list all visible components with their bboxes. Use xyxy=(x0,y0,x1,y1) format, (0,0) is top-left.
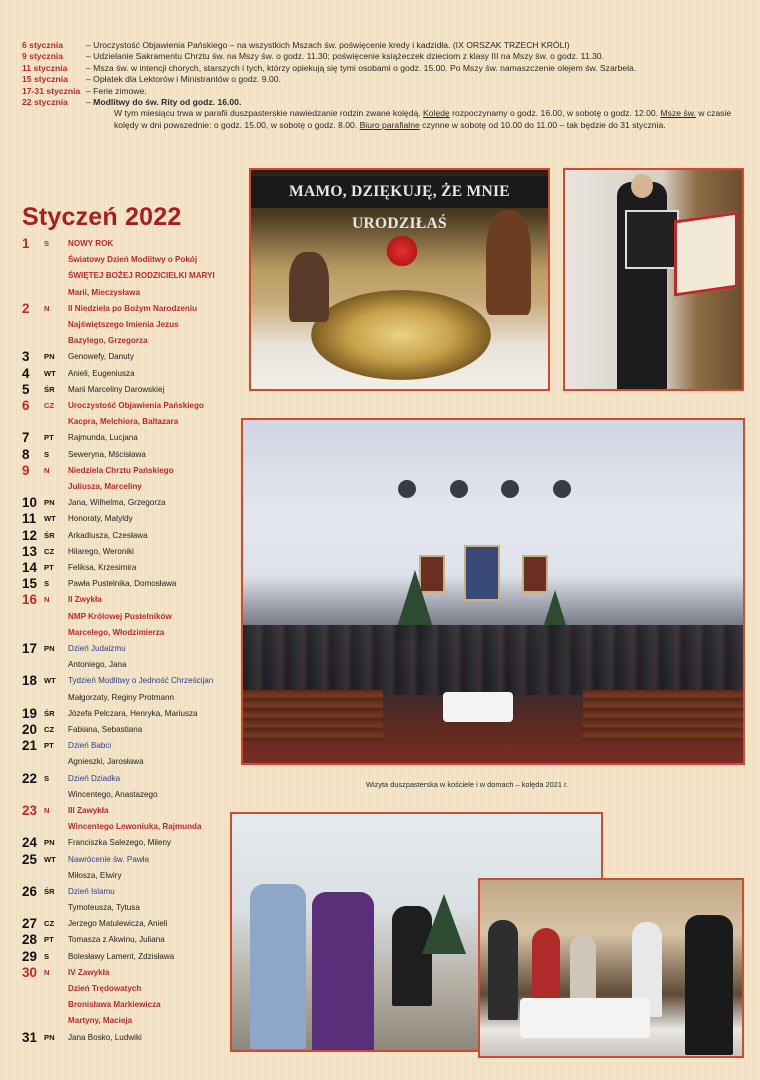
nativity-scene-photo xyxy=(249,168,550,391)
day-number: 21 xyxy=(22,738,37,754)
weekday: CZ xyxy=(44,724,55,734)
announcement-item xyxy=(22,51,747,62)
announcement-text xyxy=(86,51,747,62)
day-number: 11 xyxy=(22,511,37,527)
text-fragment: Modlitwy do św. Rity od godz. 16.00. xyxy=(93,97,242,108)
calendar-day xyxy=(22,673,234,705)
weekday: CZ xyxy=(44,546,55,556)
weekday: N xyxy=(44,465,50,475)
calendar-day xyxy=(22,398,234,430)
calendar-day xyxy=(22,738,234,770)
month-title: Styczeń 2022 xyxy=(22,203,182,231)
weekday: S xyxy=(44,579,50,589)
day-number: 10 xyxy=(22,495,37,511)
weekday: S xyxy=(44,773,50,783)
day-note: Światowy Dzień Modlitwy o Pokój xyxy=(68,255,198,265)
weekday: WT xyxy=(44,514,56,524)
text-fragment: – Ferie zimowe. xyxy=(86,85,147,96)
calendar-day xyxy=(22,495,234,511)
day-number: 22 xyxy=(22,770,37,786)
day-number: 31 xyxy=(22,1029,37,1045)
announcement-text xyxy=(86,86,747,97)
nativity-star xyxy=(311,290,491,380)
weekday: PN xyxy=(44,1032,55,1042)
text-fragment: Msze św. xyxy=(660,108,696,119)
calendar-day xyxy=(22,349,234,365)
accordion-player-photo xyxy=(563,168,744,391)
calendar-day xyxy=(22,560,234,576)
accordion xyxy=(625,210,679,269)
day-number: 1 xyxy=(22,236,30,251)
day-note: Uroczystość Objawienia Pańskiego xyxy=(68,400,204,410)
text-fragment: Kolędę xyxy=(423,108,450,119)
announcement-date: 6 stycznia xyxy=(22,40,64,50)
announcement-text xyxy=(86,74,747,85)
day-note: NOWY ROK xyxy=(68,239,114,248)
day-number: 24 xyxy=(22,835,37,851)
weekday: ŚR xyxy=(44,384,55,394)
day-note: Dzień Islamu xyxy=(68,886,115,896)
home-visit-photo-2 xyxy=(478,878,744,1058)
day-note: Dzień Babci xyxy=(68,741,112,751)
announcement-item xyxy=(22,40,747,51)
day-number: 5 xyxy=(22,381,30,397)
day-note: Antoniego, Jana xyxy=(68,660,127,670)
calendar-day xyxy=(22,771,234,803)
calendar-day xyxy=(22,382,234,398)
family-member xyxy=(532,928,560,998)
day-note: Honoraty, Matyldy xyxy=(68,514,133,524)
text-fragment: W tym miesiącu trwa w parafii duszpasterskie nawiedzanie rodzin zwane kolędą. xyxy=(114,108,424,119)
nativity-banner: MAMO, DZIĘKUJĘ, ŻE MNIE URODZIŁAŚ xyxy=(251,176,548,208)
day-number: 12 xyxy=(22,527,37,543)
woman-in-purple xyxy=(312,892,374,1052)
joseph-figure xyxy=(486,210,531,315)
calendar-day xyxy=(22,1030,234,1046)
weekday: PN xyxy=(44,643,55,653)
day-note: Agnieszki, Jarosława xyxy=(68,757,144,767)
day-note: Józefa Pelczara, Henryka, Mariusza xyxy=(68,708,198,718)
altar-table xyxy=(443,692,513,722)
priest xyxy=(685,915,733,1055)
day-note: Franciszka Salezego, Mileny xyxy=(68,838,172,848)
pews-left xyxy=(243,690,383,742)
weekday: PT xyxy=(44,562,54,572)
day-note: Bronisława Markiewicza xyxy=(68,1000,161,1010)
christmas-tree xyxy=(422,894,466,954)
day-number: 8 xyxy=(22,446,30,462)
day-number: 4 xyxy=(22,365,30,381)
day-number: 18 xyxy=(22,673,37,689)
day-number: 28 xyxy=(22,932,37,948)
day-number: 23 xyxy=(22,802,37,818)
day-note: Bolesławy Lament, Zdzisława xyxy=(68,951,175,961)
day-note: Wincentego, Anastazego xyxy=(68,789,158,799)
day-note: Rajmunda, Lucjana xyxy=(68,433,138,443)
round-window xyxy=(553,480,571,498)
text-fragment: – Opłatek dla Lektorów i Ministrantów o godz. 9.00. xyxy=(86,74,281,85)
day-note: Małgorzaty, Reginy Protmann xyxy=(68,692,175,702)
announcement-date: 9 stycznia xyxy=(22,51,64,62)
round-window xyxy=(501,480,519,498)
announcement-item xyxy=(22,74,747,85)
day-note: Marcelego, Włodzimierza xyxy=(68,627,165,637)
day-number: 13 xyxy=(22,543,37,559)
weekday: S xyxy=(44,239,50,248)
text-fragment: w czasie kolędy w dni powszednie: o godz. 15.00, w sobotę o godz. 8.00. xyxy=(114,108,732,130)
weekday: WT xyxy=(44,368,56,378)
photo-caption: Wizyta duszpasterska w kościele i w domach – kolęda 2021 r. xyxy=(366,780,569,789)
announcement-item xyxy=(22,97,747,108)
weekday: PN xyxy=(44,498,55,508)
mary-figure xyxy=(289,252,329,322)
day-number: 26 xyxy=(22,883,37,899)
day-note: Hilarego, Weroniki xyxy=(68,546,134,556)
day-number: 17 xyxy=(22,640,37,656)
weekday: N xyxy=(44,303,50,313)
day-note: Wincentego Lewoniuka, Rajmunda xyxy=(68,822,202,832)
day-note: Jerzego Matulewicza, Anieli xyxy=(68,919,168,929)
day-note: Bazylego, Grzegorza xyxy=(68,336,148,346)
calendar-day xyxy=(22,463,234,495)
weekday: S xyxy=(44,449,50,459)
congregation xyxy=(243,625,743,695)
weekday: ŚR xyxy=(44,708,55,718)
day-note: III Zawykła xyxy=(68,805,109,815)
day-number: 20 xyxy=(22,721,37,737)
weekday: N xyxy=(44,967,50,977)
announcement-text xyxy=(86,97,747,108)
man-in-shirt xyxy=(250,884,306,1049)
calendar-day xyxy=(22,852,234,884)
calendar-day xyxy=(22,447,234,463)
weekday: PT xyxy=(44,935,54,945)
weekday: WT xyxy=(44,854,56,864)
day-number: 30 xyxy=(22,964,37,980)
text-fragment: rozpoczynamy o godz. 16.00, w sobotę o godz. 12.00. xyxy=(449,108,661,119)
calendar-day xyxy=(22,236,234,301)
calendar-day xyxy=(22,835,234,851)
weekday: N xyxy=(44,805,50,815)
calendar-day xyxy=(22,430,234,446)
day-number: 7 xyxy=(22,430,30,446)
announcement-date: 11 stycznia xyxy=(22,62,68,73)
calendar-day xyxy=(22,528,234,544)
calendar-day xyxy=(22,932,234,948)
day-number: 14 xyxy=(22,559,37,575)
day-note: Marii Marceliny Darowskiej xyxy=(68,384,165,394)
day-number: 19 xyxy=(22,705,37,721)
day-note: Pawła Pustelnika, Domosława xyxy=(68,579,177,589)
poinsettia xyxy=(382,236,422,266)
calendar-list xyxy=(22,236,234,1046)
announcement-item xyxy=(22,63,747,74)
text-fragment: – Uroczystość Objawienia Pańskiego – na wszystkich Mszach św. poświęcenie kredy i kadzidła. (IX ORSZAK TRZECH KRÓLI) xyxy=(86,40,570,50)
calendar-day xyxy=(22,366,234,382)
calendar-day xyxy=(22,884,234,916)
calendar-day xyxy=(22,706,234,722)
musician-head xyxy=(631,174,653,198)
day-number: 15 xyxy=(22,576,37,592)
day-note: II Niedziela po Bożym Narodzeniu xyxy=(68,303,198,313)
day-number: 2 xyxy=(22,300,30,316)
church-interior-photo xyxy=(241,418,745,765)
weekday: WT xyxy=(44,676,56,686)
announcement-date: 17-31 stycznia xyxy=(22,85,81,96)
day-note: Miłosza, Elwiry xyxy=(68,870,122,880)
day-note: ŚWIĘTEJ BOŻEJ RODZICIELKI MARYI xyxy=(68,271,215,281)
day-note: II Zwykła xyxy=(68,595,102,605)
day-number: 25 xyxy=(22,851,37,867)
divine-mercy-image xyxy=(464,545,500,601)
weekday: PN xyxy=(44,838,55,848)
announcement-text xyxy=(86,40,747,51)
day-note: Niedziela Chrztu Pańskiego xyxy=(68,465,174,475)
day-note: Fabiana, Sebastiana xyxy=(68,724,143,734)
family-member xyxy=(488,920,518,1020)
announcement-date: 15 stycznia xyxy=(22,74,68,85)
weekday: ŚR xyxy=(44,886,55,896)
announcement-text xyxy=(86,63,747,74)
round-window xyxy=(450,480,468,498)
calendar-day xyxy=(22,916,234,932)
day-note: Seweryna, Mścisława xyxy=(68,449,146,459)
day-note: Dzień Trędowatych xyxy=(68,984,142,994)
announcement-date: 22 stycznia xyxy=(22,97,68,108)
announcement-continuation xyxy=(22,108,747,131)
day-note: Tomasza z Akwinu, Juliana xyxy=(68,935,165,945)
day-note: Arkadiusza, Czesława xyxy=(68,530,148,540)
weekday: PT xyxy=(44,741,54,751)
text-fragment: czynne w sobotę od 10.00 do 11.00 – tak będzie do 31 stycznia. xyxy=(419,119,666,130)
calendar-day xyxy=(22,592,234,641)
announcements xyxy=(22,40,747,131)
text-fragment: Biuro parafialne xyxy=(359,119,420,130)
weekday: CZ xyxy=(44,919,55,929)
day-note: Juliusza, Marceliny xyxy=(68,481,142,491)
round-window xyxy=(398,480,416,498)
day-number: 6 xyxy=(22,397,30,413)
holy-picture-right xyxy=(522,555,548,593)
calendar-day xyxy=(22,722,234,738)
weekday: ŚR xyxy=(44,530,55,540)
calendar-day xyxy=(22,949,234,965)
day-number: 29 xyxy=(22,948,37,964)
weekday: S xyxy=(44,951,50,961)
day-number: 9 xyxy=(22,462,30,478)
day-note: Feliksa, Krzesimira xyxy=(68,562,137,572)
day-number: 27 xyxy=(22,916,37,932)
day-note: Tydzień Modlitwy o Jedność Chrześcijan xyxy=(68,676,214,686)
dining-table xyxy=(520,998,650,1038)
weekday: PT xyxy=(44,433,54,443)
weekday: CZ xyxy=(44,400,55,410)
weekday: N xyxy=(44,595,50,605)
text-fragment: – Msza św. w intencji chorych, starszych i tych, którzy opiekują się tymi osobami o godz. 15.00. Po Mszy św. namaszczenie olejem św. Szarbela. xyxy=(86,62,637,73)
day-note: Nawrócenie św. Pawła xyxy=(68,854,149,864)
liturgical-book xyxy=(674,212,738,297)
day-note: Dzień Judaizmu xyxy=(68,643,126,653)
day-note: Kacpra, Melchiora, Baltazara xyxy=(68,417,179,427)
day-note: Anieli, Eugeniusza xyxy=(68,368,135,378)
day-note: Jana Bosko, Ludwiki xyxy=(68,1032,142,1042)
day-number: 3 xyxy=(22,349,30,365)
calendar-day xyxy=(22,641,234,673)
text-fragment: – xyxy=(86,97,94,108)
day-note: IV Zawykła xyxy=(68,967,110,977)
day-note: Najświętszego Imienia Jezus xyxy=(68,319,179,329)
pews-right xyxy=(583,690,745,742)
family-member xyxy=(570,935,596,1000)
announcement-item xyxy=(22,86,747,97)
day-note: Genowefy, Danuty xyxy=(68,352,134,362)
day-note: Marii, Mieczysława xyxy=(68,287,140,297)
calendar-day xyxy=(22,511,234,527)
day-note: Tymoteusza, Tytusa xyxy=(68,903,140,913)
day-note: Jana, Wilhelma, Grzegorza xyxy=(68,498,166,508)
day-note: Martyny, Macieja xyxy=(68,1016,133,1026)
day-number: 16 xyxy=(22,592,37,608)
day-note: NMP Królowej Pustelników xyxy=(68,611,172,621)
day-note: Dzień Dziadka xyxy=(68,773,121,783)
text-fragment: – Udzielanie Sakramentu Chrztu św. na Mszy św. o godz. 11.30; poświęcenie książeczek dzieciom z klasy III na Mszy św. o godz. 11.30. xyxy=(86,51,604,62)
weekday: PN xyxy=(44,352,55,362)
calendar-day xyxy=(22,544,234,560)
calendar-day xyxy=(22,301,234,350)
calendar-day xyxy=(22,965,234,1030)
calendar-day xyxy=(22,803,234,835)
calendar-day xyxy=(22,576,234,592)
